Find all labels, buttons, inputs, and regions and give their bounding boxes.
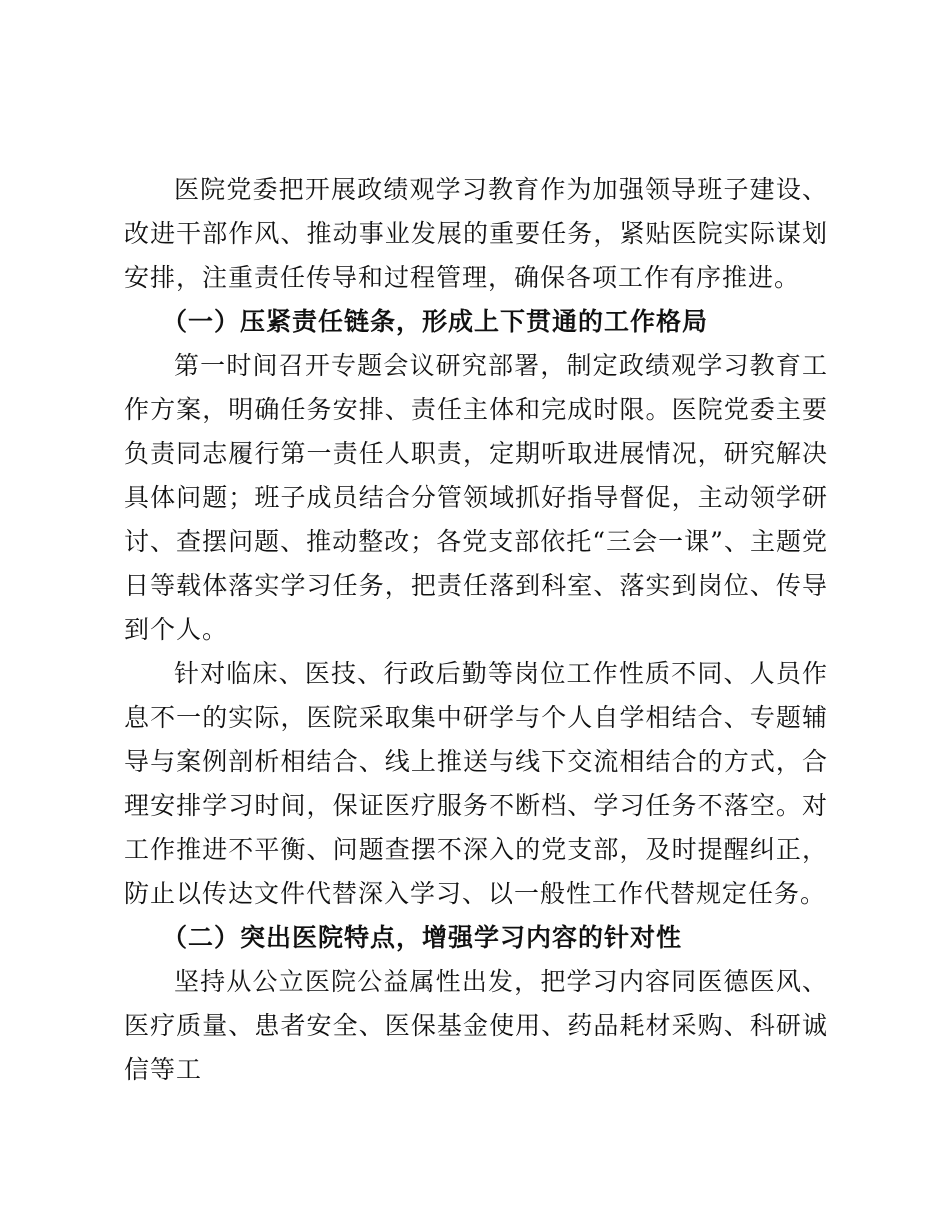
section-2-paragraph-1: 坚持从公立医院公益属性出发，把学习内容同医德医风、医疗质量、患者安全、医保基金使用、药品耗材采购、科研诚信等工	[124, 967, 828, 1084]
section-heading-2: （二）突出医院特点，增强学习内容的针对性	[162, 923, 683, 952]
section-heading-1: （一）压紧责任链条，形成上下贯通的工作格局	[162, 307, 709, 336]
document-body	[124, 168, 828, 1092]
section-1-paragraph-2: 针对临床、医技、行政后勤等岗位工作性质不同、人员作息不一的实际，医院采取集中研学与个人自学相结合、专题辅导与案例剖析相结合、线上推送与线下交流相结合的方式，合理安排学习时间，保证医疗服务不断档、学习任务不落空。对工作推进不平衡、问题查摆不深入的党支部，及时提醒纠正，防止以传达文件代替深入学习、以一般性工作代替规定任务。	[124, 659, 828, 908]
section-1-paragraph-1: 第一时间召开专题会议研究部署，制定政绩观学习教育工作方案，明确任务安排、责任主体和完成时限。医院党委主要负责同志履行第一责任人职责，定期听取进展情况，研究解决具体问题；班子成员结合分管领域抓好指导督促，主动领学研讨、查摆问题、推动整改；各党支部依托“三会一课”、主题党日等载体落实学习任务，把责任落到科室、落实到岗位、传导到个人。	[124, 351, 828, 644]
intro-paragraph: 医院党委把开展政绩观学习教育作为加强领导班子建设、改进干部作风、推动事业发展的重要任务，紧贴医院实际谋划安排，注重责任传导和过程管理，确保各项工作有序推进。	[124, 175, 828, 292]
